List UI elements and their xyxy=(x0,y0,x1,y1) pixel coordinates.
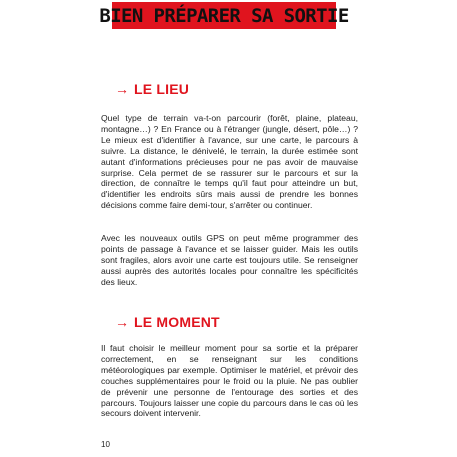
section-heading-moment xyxy=(115,314,220,330)
paragraph-lieu-1: Quel type de terrain va-t-on parcourir (forêt, plaine, plateau, montagne…) ? En France ou à l'étranger (jungle, désert, pôle…) ? Le mieux est d'identifier à l'avance, sur une carte, le parcours à suivre. La distance, le dénivelé, le terrain, la durée estimée sont autant d'informations précieuses pour ne pas avoir de mauvaise surprise. Cela permet de se rassurer sur le parcours et sur la direction, de connaître le temps qu'il faut pour atteindre un but, d'identifier les endroits sûrs mais aussi de prendre les bonnes décisions comme faire demi-tour, s'arrêter ou continuer. xyxy=(101,113,358,211)
section-heading-label: LE MOMENT xyxy=(134,314,220,330)
paragraph-moment: Il faut choisir le meilleur moment pour sa sortie et la préparer correctement, en se renseignant sur les conditions météorologiques par exemple. Optimiser le matériel, et prévoir des couches supplémentaires pour le froid ou la pluie. Ne pas oublier de prévenir une personne de l'entourage des sorties et des parcours. Toujours laisser une copie du parcours dans le cas où les secours doivent intervenir. xyxy=(101,343,358,419)
arrow-right-icon: → xyxy=(115,314,130,330)
page-title: BIEN PRÉPARER SA SORTIE xyxy=(99,4,349,27)
page-number: 10 xyxy=(101,440,110,449)
arrow-right-icon: → xyxy=(115,81,130,97)
title-banner xyxy=(99,2,349,29)
section-heading-label: LE LIEU xyxy=(134,81,190,97)
paragraph-lieu-2: Avec les nouveaux outils GPS on peut même programmer des points de passage à l'avance et se laisser guider. Mais les outils sont fragiles, alors avoir une carte est toujours utile. Se renseigner aussi auprès des autorités locales pour connaître les spécificités des lieux. xyxy=(101,233,358,287)
section-heading-lieu xyxy=(115,81,189,97)
